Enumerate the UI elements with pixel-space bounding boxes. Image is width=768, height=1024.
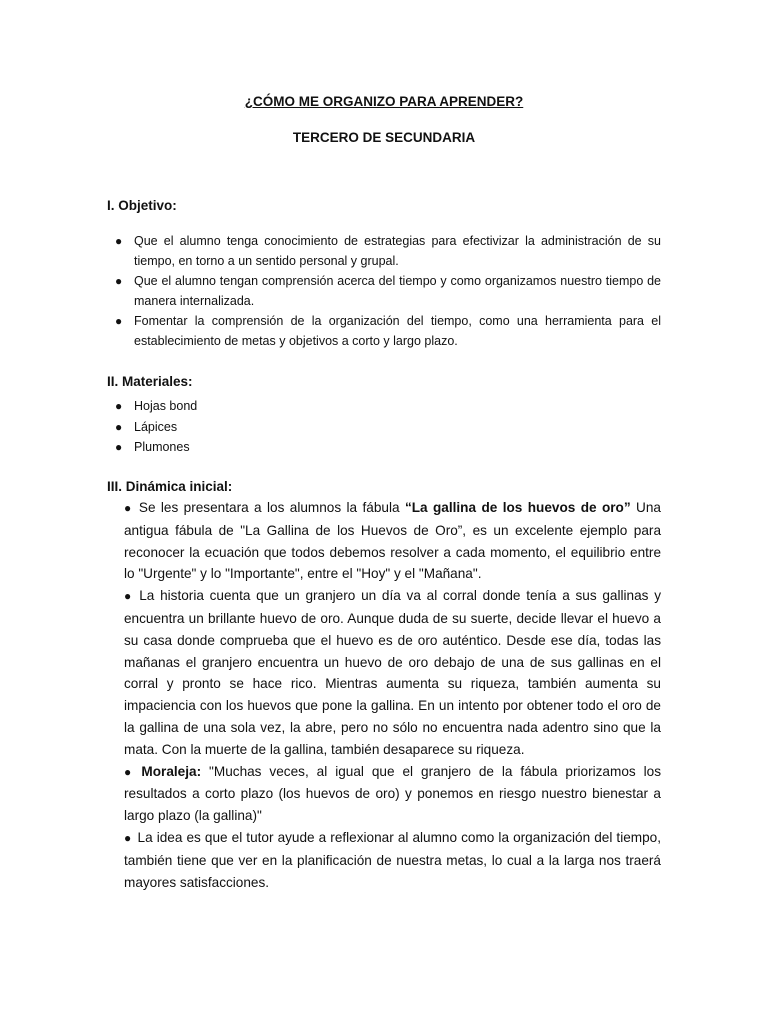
- page-title: ¿CÓMO ME ORGANIZO PARA APRENDER?: [244, 94, 524, 109]
- dinamica-paragraph: ● Moraleja: "Muchas veces, al igual que el granjero de la fábula priorizamos los resultados a corto plazo (los huevos de oro) y ponemos en riesgo nuestro bienestar a largo plazo (la gallina)": [124, 763, 661, 824]
- list-item: ● Lápices: [134, 417, 197, 438]
- bullet-icon: ●: [115, 440, 123, 455]
- list-item: ● Fomentar la comprensión de la organización del tiempo, como una herramienta para el establecimiento de metas y objetivos a corto y largo plazo.: [134, 311, 661, 351]
- bullet-icon: ●: [115, 234, 123, 248]
- bullet-icon: ●: [115, 399, 123, 413]
- page-subtitle: TERCERO DE SECUNDARIA: [292, 130, 476, 145]
- list-item: ● Que el alumno tenga conocimiento de estrategias para efectivizar la administración de su tiempo, en torno a un sentido personal y grupal.: [134, 231, 661, 271]
- dinamica-paragraph: ● Se les presentara a los alumnos la fábula “La gallina de los huevos de oro” Una antigua fábula de "La Gallina de los Huevos de Oro”, es un excelente ejemplo para reconocer la ecuación que todos debemos resolver a cada momento, el equilibrio entre lo "Urgente" y lo "Importante", entre el "Hoy" y el "Mañana".: [124, 500, 661, 582]
- objetivo-list: [115, 231, 661, 351]
- objetivo-heading: I. Objetivo:: [107, 198, 177, 213]
- dinamica-paragraph: ● La idea es que el tutor ayude a reflexionar al alumno como la organización del tiempo, también tiene que ver en la planificación de nuestra metas, lo cual a la larga nos traerá mayores satisfacciones.: [124, 829, 661, 890]
- bullet-icon: ●: [115, 419, 123, 434]
- bullet-icon: ●: [124, 830, 132, 845]
- bullet-icon: ●: [124, 764, 136, 779]
- materiales-heading: II. Materiales:: [107, 374, 193, 389]
- bullet-icon: ●: [115, 274, 123, 288]
- dinamica-heading: III. Dinámica inicial:: [107, 479, 233, 494]
- list-item: ● Hojas bond: [134, 396, 197, 417]
- bullet-icon: ●: [115, 314, 123, 328]
- list-item: ● Que el alumno tengan comprensión acerca del tiempo y como organizamos nuestro tiempo de manera internalizada.: [134, 271, 661, 311]
- dinamica-body: [124, 497, 661, 893]
- bullet-icon: ●: [124, 501, 133, 515]
- dinamica-paragraph: ● La historia cuenta que un granjero un día va al corral donde tenía a sus gallinas y encuentra un brillante huevo de oro. Aunque duda de su suerte, decide llevar el huevo a su casa donde comprueba que el huevo es de oro auténtico. Desde ese día, todas las mañanas el granjero encuentra un huevo de oro debajo de una de sus gallinas en el corral y pronto se hace rico. Mientras aumenta su riqueza, también aumenta su impaciencia con los huevos que pone la gallina. En un intento por obtener todo el oro de la gallina de una sola vez, la abre, pero no sólo no encuentra nada adentro sino que la mata. Con la muerte de la gallina, también desaparece su riqueza.: [124, 588, 662, 757]
- bullet-icon: ●: [124, 589, 134, 604]
- moraleja-label: Moraleja:: [141, 763, 202, 779]
- materiales-list: [115, 396, 198, 458]
- fable-title: “La gallina de los huevos de oro”: [404, 500, 631, 515]
- list-item: ● Plumones: [134, 437, 197, 458]
